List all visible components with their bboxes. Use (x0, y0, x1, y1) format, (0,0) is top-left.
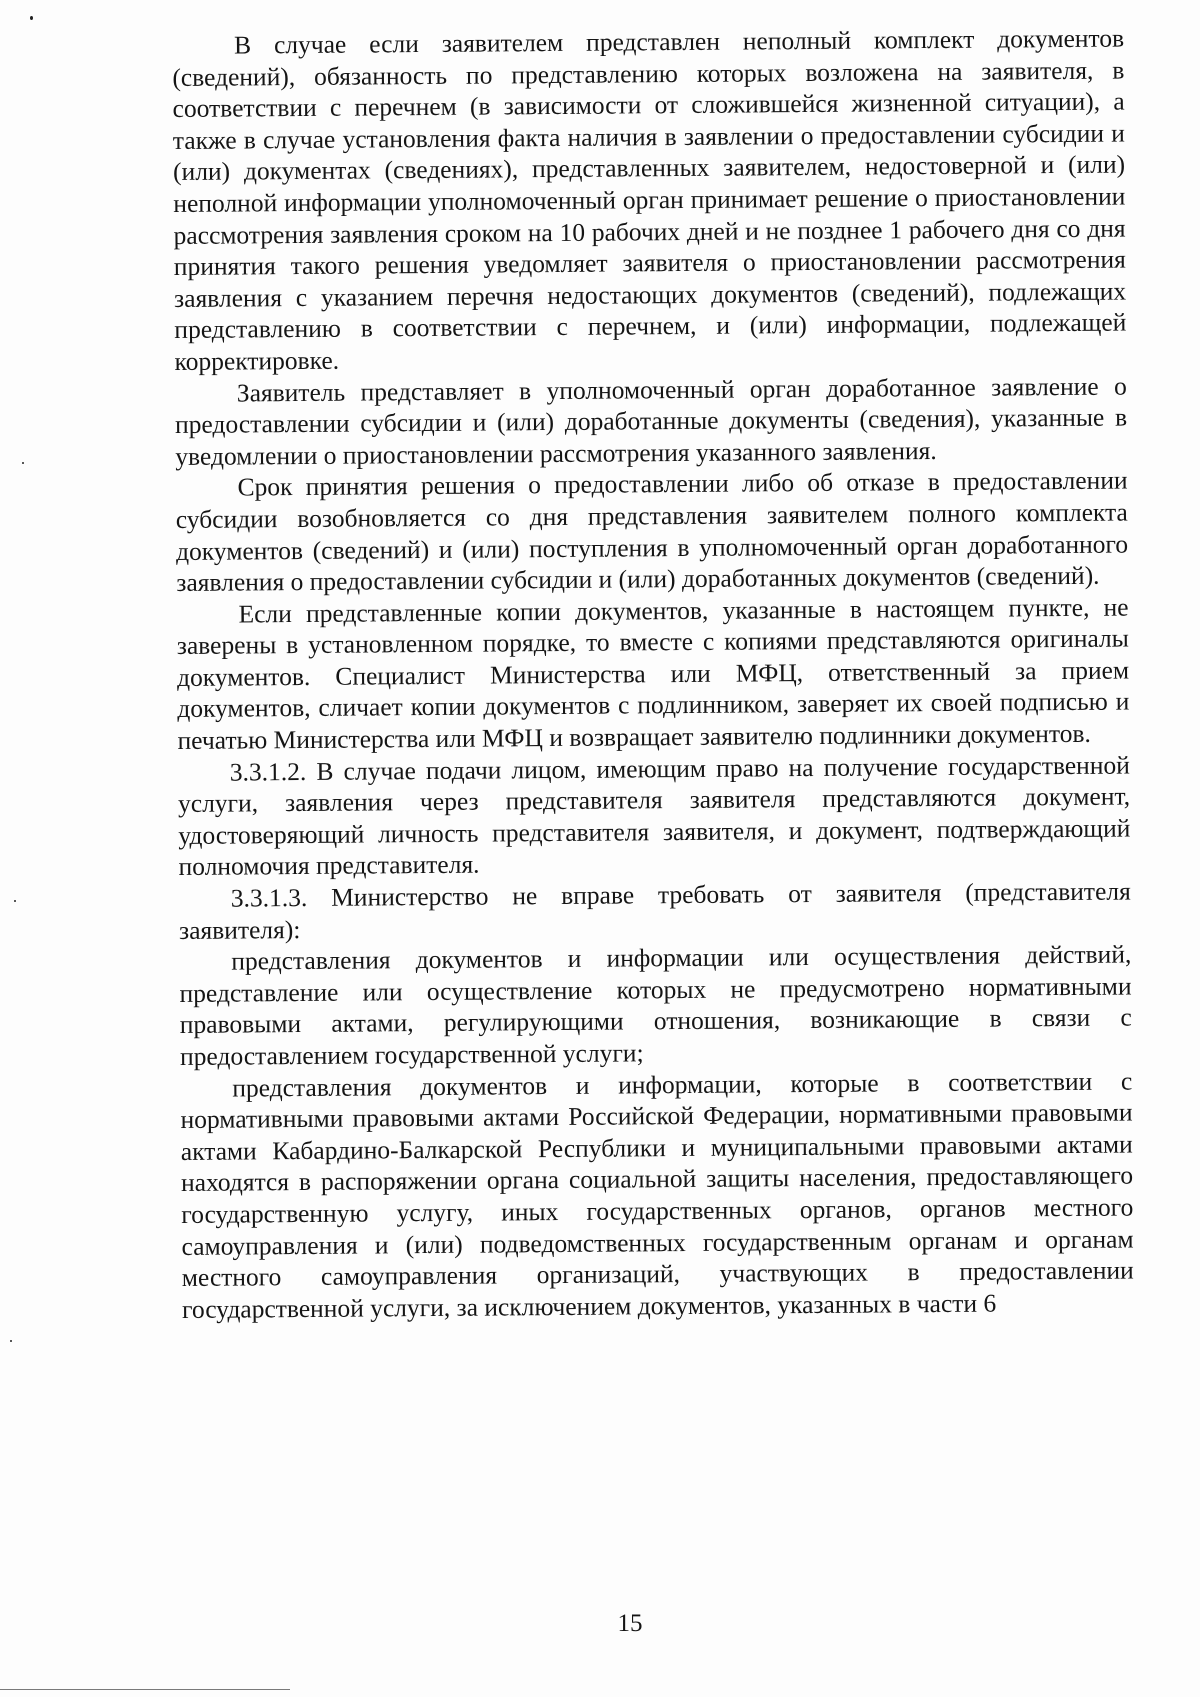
scan-speck (22, 462, 24, 464)
scan-speck (14, 900, 16, 902)
document-body (172, 23, 1134, 1326)
paragraph-3-3-1-3: 3.3.1.3. Министерство не вправе требовать от заявителя (представителя заявителя): (178, 876, 1131, 945)
paragraph-3-3-1-2: 3.3.1.2. В случае подачи лицом, имеющим право на получение государственной услуги, заявления через представителя заявителя представляются документ, удостоверяющий личность представителя заявителя, и документ, подтверждающий полномочия представителя. (177, 750, 1131, 882)
paragraph-incomplete-documents: В случае если заявителем представлен неполный комплект документов (сведений), обязанность по представлению которых возложена на заявителя, в соответствии с перечнем (в зависимости от сложившейся жизненной ситуации), а также в случае установления факта наличия в заявлении о предоставлении субсидии и (или) документах (сведениях), представленных заявителем, недостоверной и (или) неполной информации уполномоченный орган принимает решение о приостановлении рассмотрения заявления сроком на 10 рабочих дней и не позднее 1 рабочего дня со дня принятия такого решения уведомляет заявителя о приостановлении рассмотрения заявления с указанием перечня недостающих документов (сведений), подлежащих представлению в соответствии с перечнем, и (или) информации, подлежащей корректировке. (172, 23, 1127, 376)
paragraph-revised-application: Заявитель представляет в уполномоченный орган доработанное заявление о предоставлении субсидии и (или) доработанные документы (сведения), указанные в уведомлении о приостановлении рассмотрения указанного заявления. (174, 371, 1128, 471)
scan-speck (30, 16, 33, 20)
paragraph-requirement-1: представления документов и информации или осуществления действий, представление или осуществление которых не предусмотрено нормативными правовыми актами, регулирующими отношения, возникающие в связи с предоставлением государственной услуги; (179, 939, 1132, 1071)
scan-edge-line (0, 1689, 290, 1690)
page-number: 15 (617, 1610, 643, 1637)
scan-speck (10, 1340, 12, 1342)
paragraph-document-copies: Если представленные копии документов, указанные в настоящем пункте, не заверены в установленном порядке, то вместе с копиями представляются оригиналы документов. Специалист Министерства или МФЦ, ответственный за прием документов, сличает копии документов с подлинником, заверяет их своей подписью и печатью Министерства или МФЦ и возвращает заявителю подлинники документов. (176, 592, 1130, 756)
paragraph-requirement-2: представления документов и информации, которые в соответствии с нормативными правовыми актами Российской Федерации, нормативными правовыми актами Кабардино-Балкарской Республики и муниципальными правовыми актами находятся в распоряжении органа социальной защиты населения, предоставляющего государственную услугу, иных государственных органов, органов местного самоуправления и (или) подведомственных государственным органам и органам местного самоуправления организаций, участвующих в предоставлении государственной услуги, за исключением документов, указанных в части 6 (180, 1066, 1134, 1324)
paragraph-decision-deadline: Срок принятия решения о предоставлении либо об отказе в предоставлении субсидии возобновляется со дня представления заявителем полного комплекта документов (сведений) и (или) поступления в уполномоченный орган доработанного заявления о предоставлении субсидии и (или) доработанных документов (сведений). (175, 465, 1129, 598)
